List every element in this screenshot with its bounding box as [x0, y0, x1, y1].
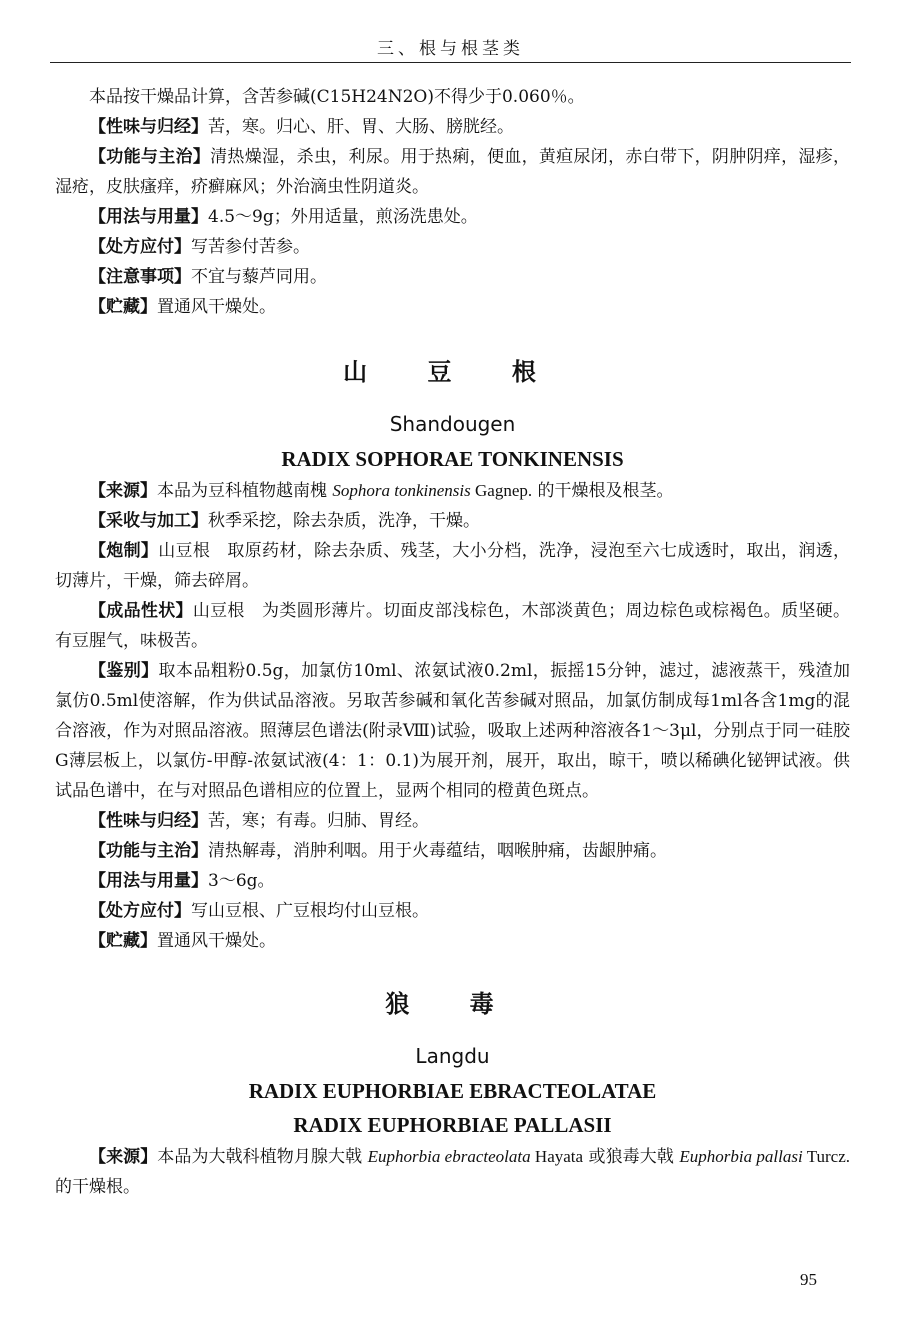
species-name: Sophora tonkinensis — [332, 481, 471, 500]
species-author-1: Hayata — [530, 1147, 584, 1166]
species-name-2: Euphorbia pallasi — [679, 1147, 803, 1166]
item-text: 山豆根 为类圆形薄片。切面皮部浅棕色，木部淡黄色；周边棕色或棕褐色。质坚硬。有豆腥气，味极苦。 — [55, 601, 851, 651]
item-tag: 【功能与主治】 — [89, 147, 211, 167]
item-text: 清热解毒，消肿利咽。用于火毒蕴结，咽喉肿痛，齿龈肿痛。 — [208, 841, 667, 861]
prev-entry-items — [55, 112, 850, 322]
source-text-end: 的干燥根。 — [55, 1177, 140, 1197]
source-text-end: 的干燥根及根茎。 — [532, 481, 674, 501]
item-tag: 【炮制】 — [89, 541, 159, 561]
entry-pinyin-langdu: Langdu — [415, 1044, 490, 1068]
source-text-mid: 或狼毒大戟 — [583, 1147, 680, 1167]
species-author-2: Turcz. — [802, 1147, 851, 1166]
monograph-item — [55, 806, 850, 836]
item-text: 山豆根 取原药材，除去杂质、残茎，大小分档，洗净，浸泡至六七成透时，取出，润透，切薄片，干燥，筛去碎屑。 — [55, 541, 851, 591]
entry-latin-langdu-1: RADIX EUPHORBIAE EBRACTEOLATAE — [248, 1079, 657, 1103]
item-tag: 【鉴别】 — [89, 661, 159, 681]
species-name-1: Euphorbia ebracteolata — [367, 1147, 531, 1166]
item-text: 不宜与藜芦同用。 — [191, 267, 327, 287]
item-tag: 【性味与归经】 — [89, 811, 208, 831]
entry-title-shandougen: 山 豆 根 — [343, 358, 562, 386]
monograph-item — [55, 536, 850, 596]
item-tag: 【贮藏】 — [89, 931, 157, 951]
item-tag: 【成品性状】 — [89, 601, 193, 621]
entry1-items — [55, 506, 850, 956]
entry-latin-langdu-2: RADIX EUPHORBIAE PALLASII — [293, 1113, 612, 1137]
entry-latin-shandougen: RADIX SOPHORAE TONKINENSIS — [281, 447, 624, 471]
monograph-item — [55, 506, 850, 536]
content-line: 本品按干燥品计算，含苦参碱(C15H24N2O)不得少于0.060％。 — [89, 87, 585, 107]
monograph-item — [55, 656, 850, 806]
item-tag: 【贮藏】 — [89, 297, 157, 317]
species-author: Gagnep. — [470, 481, 533, 500]
item-text: 苦，寒。归心、肝、胃、大肠、膀胱经。 — [208, 117, 514, 137]
item-tag: 【处方应付】 — [89, 237, 191, 257]
source-text: 本品为大戟科植物月腺大戟 — [157, 1147, 368, 1167]
item-text: 写山豆根、广豆根均付山豆根。 — [191, 901, 429, 921]
item-text: 写苦参付苦参。 — [191, 237, 310, 257]
source-line-shandougen — [55, 476, 850, 506]
source-line-langdu — [55, 1142, 850, 1202]
page-body — [55, 82, 850, 1202]
monograph-item — [55, 836, 850, 866]
entry-pinyin-shandougen: Shandougen — [389, 412, 516, 436]
item-text: 置通风干燥处。 — [157, 931, 276, 951]
item-tag: 【处方应付】 — [89, 901, 191, 921]
monograph-item — [55, 142, 850, 202]
item-tag: 【用法与用量】 — [89, 207, 208, 227]
item-tag: 【来源】 — [89, 1147, 158, 1167]
monograph-item — [55, 292, 850, 322]
item-text: 秋季采挖，除去杂质，洗净，干燥。 — [208, 511, 480, 531]
running-header: 三、根与根茎类 — [377, 39, 524, 59]
source-text: 本品为豆科植物越南槐 — [157, 481, 333, 501]
monograph-item — [55, 112, 850, 142]
monograph-item — [55, 926, 850, 956]
item-text: 4.5～9g；外用适量，煎汤洗患处。 — [208, 207, 478, 227]
page-number: 95 — [800, 1270, 817, 1289]
item-tag: 【性味与归经】 — [89, 117, 208, 137]
header-rule — [50, 62, 851, 63]
item-text: 苦，寒；有毒。归肺、胃经。 — [208, 811, 429, 831]
item-text: 3～6g。 — [208, 871, 275, 891]
monograph-item — [55, 202, 850, 232]
item-text: 取本品粗粉0.5g，加氯仿10ml、浓氨试液0.2ml，振摇15分钟，滤过，滤液蒸干，残渣加氯仿0.5ml使溶解，作为供试品溶液。另取苦参碱和氧化苦参碱对照品，加氯仿制成每1ml各含1mg的混合溶液，作为对照品溶液。照薄层色谱法(附录Ⅷ)试验，吸取上述两种溶液各1～3μl，分别点于同一硅胶G薄层板上，以氯仿-甲醇-浓氨试液(4：1：0.1)为展开剂，展开，取出，晾干，喷以稀碘化铋钾试液。供试品色谱中，在与对照品色谱相应的位置上，显两个相同的橙黄色斑点。 — [55, 661, 850, 801]
monograph-item — [55, 232, 850, 262]
item-tag: 【注意事项】 — [89, 267, 191, 287]
monograph-item — [55, 896, 850, 926]
item-tag: 【用法与用量】 — [89, 871, 208, 891]
item-text: 清热燥湿，杀虫，利尿。用于热痢，便血，黄疸尿闭，赤白带下，阴肿阴痒，湿疹，湿疮，皮肤瘙痒，疥癣麻风；外治滴虫性阴道炎。 — [55, 147, 851, 197]
item-tag: 【来源】 — [89, 481, 157, 501]
monograph-item — [55, 866, 850, 896]
monograph-item — [55, 596, 850, 656]
item-text: 置通风干燥处。 — [157, 297, 276, 317]
entry-title-langdu: 狼 毒 — [385, 990, 520, 1018]
item-tag: 【采收与加工】 — [89, 511, 208, 531]
item-tag: 【功能与主治】 — [89, 841, 208, 861]
monograph-item — [55, 262, 850, 292]
